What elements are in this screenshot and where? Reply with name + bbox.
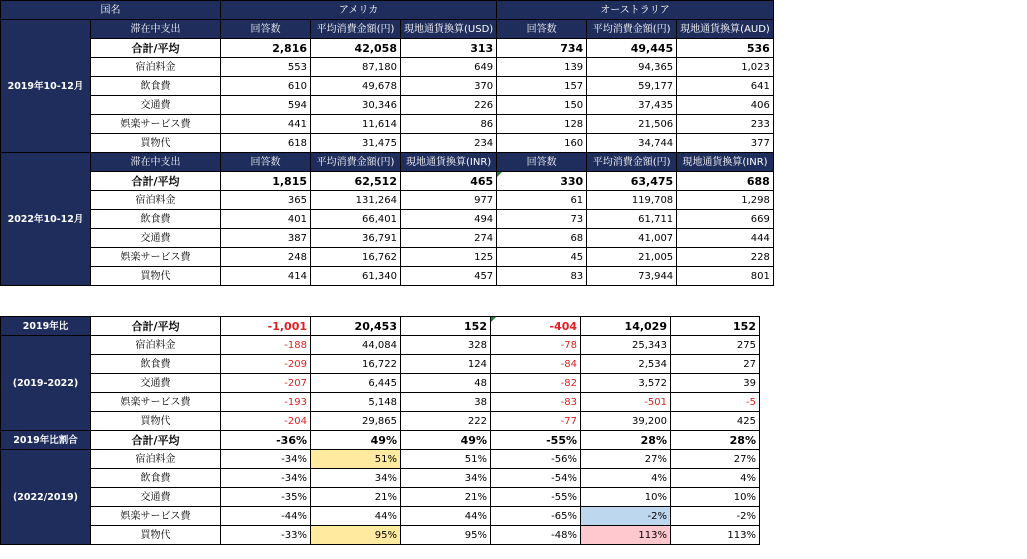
table-cell: 618 bbox=[221, 134, 311, 153]
table-row bbox=[1, 431, 760, 450]
table-cell: -65% bbox=[491, 507, 581, 526]
table-cell: 406 bbox=[677, 96, 774, 115]
table-cell: 10% bbox=[671, 488, 760, 507]
table-cell: 21% bbox=[311, 488, 401, 507]
table-cell: 125 bbox=[401, 248, 497, 267]
table-cell: 233 bbox=[677, 115, 774, 134]
spending-table-top bbox=[0, 0, 774, 286]
table-cell: 124 bbox=[401, 355, 491, 374]
table-cell: 34% bbox=[311, 469, 401, 488]
table-cell: 21,506 bbox=[587, 115, 677, 134]
table-row bbox=[1, 267, 774, 286]
table-row bbox=[1, 229, 774, 248]
table-cell: 42,058 bbox=[311, 39, 401, 58]
table-cell: 688 bbox=[677, 172, 774, 191]
table-cell: -34% bbox=[221, 469, 311, 488]
table-cell: -34% bbox=[221, 450, 311, 469]
table-cell: 160 bbox=[497, 134, 587, 153]
table-row bbox=[1, 450, 760, 469]
table-cell: 59,177 bbox=[587, 77, 677, 96]
category-label: 娯楽サービス費 bbox=[91, 248, 221, 267]
period-2022: 2022年10-12月 bbox=[1, 153, 91, 286]
table-cell: 27% bbox=[581, 450, 671, 469]
table-cell: 131,264 bbox=[311, 191, 401, 210]
table-cell: 1,023 bbox=[677, 58, 774, 77]
table-cell: 11,614 bbox=[311, 115, 401, 134]
table-cell: 274 bbox=[401, 229, 497, 248]
table-cell: -82 bbox=[491, 374, 581, 393]
table-cell: -36% bbox=[221, 431, 311, 450]
table-cell: 401 bbox=[221, 210, 311, 229]
table-cell: -44% bbox=[221, 507, 311, 526]
table-cell: 377 bbox=[677, 134, 774, 153]
table-row bbox=[1, 115, 774, 134]
table-cell: 641 bbox=[677, 77, 774, 96]
spending-table-comparison bbox=[0, 316, 760, 545]
table-cell: 63,475 bbox=[587, 172, 677, 191]
table-cell: 2,534 bbox=[581, 355, 671, 374]
table-cell: 49,678 bbox=[311, 77, 401, 96]
table-cell: 73 bbox=[497, 210, 587, 229]
table-cell: 649 bbox=[401, 58, 497, 77]
table-cell: 28% bbox=[581, 431, 671, 450]
col-header: 回答数 bbox=[221, 153, 311, 172]
table-cell: 275 bbox=[671, 336, 760, 355]
table-cell: 977 bbox=[401, 191, 497, 210]
category-label: 買物代 bbox=[91, 412, 221, 431]
period-ratio-sub: (2022/2019) bbox=[1, 450, 91, 545]
table-cell: 330 bbox=[497, 172, 587, 191]
category-label: 娯楽サービス費 bbox=[91, 393, 221, 412]
category-label: 飲食費 bbox=[91, 77, 221, 96]
table-cell: 226 bbox=[401, 96, 497, 115]
table-cell: 5,148 bbox=[311, 393, 401, 412]
table-cell: 30,346 bbox=[311, 96, 401, 115]
table-cell: -33% bbox=[221, 526, 311, 545]
table-cell: 228 bbox=[677, 248, 774, 267]
category-label: 合計/平均 bbox=[91, 431, 221, 450]
col-header: 現地通貨換算(AUD) bbox=[677, 20, 774, 39]
table-cell: 31,475 bbox=[311, 134, 401, 153]
category-label: 買物代 bbox=[91, 134, 221, 153]
row-label: 滞在中支出 bbox=[91, 20, 221, 39]
col-header: 回答数 bbox=[497, 153, 587, 172]
table-cell: 83 bbox=[497, 267, 587, 286]
table-cell: 66,401 bbox=[311, 210, 401, 229]
table-cell: 37,435 bbox=[587, 96, 677, 115]
table-cell: 441 bbox=[221, 115, 311, 134]
table-cell: -77 bbox=[491, 412, 581, 431]
category-label: 合計/平均 bbox=[91, 317, 221, 336]
table-cell: 14,029 bbox=[581, 317, 671, 336]
table-cell: 152 bbox=[671, 317, 760, 336]
category-label: 交通費 bbox=[91, 374, 221, 393]
table-row bbox=[1, 336, 760, 355]
category-label: 飲食費 bbox=[91, 355, 221, 374]
period-2019: 2019年10-12月 bbox=[1, 20, 91, 153]
table-cell: 62,512 bbox=[311, 172, 401, 191]
table-row bbox=[1, 412, 760, 431]
table-cell: 27 bbox=[671, 355, 760, 374]
table-cell: -84 bbox=[491, 355, 581, 374]
table-cell: 16,722 bbox=[311, 355, 401, 374]
table-cell: 6,445 bbox=[311, 374, 401, 393]
category-label: 交通費 bbox=[91, 488, 221, 507]
table-cell: 457 bbox=[401, 267, 497, 286]
table-cell: -209 bbox=[221, 355, 311, 374]
col-header: 現地通貨換算(INR) bbox=[677, 153, 774, 172]
table-cell: 48 bbox=[401, 374, 491, 393]
table-cell: 44% bbox=[311, 507, 401, 526]
period-diff-sub: (2019-2022) bbox=[1, 336, 91, 431]
table-cell: -56% bbox=[491, 450, 581, 469]
table-cell-highlighted: 51% bbox=[311, 450, 401, 469]
table-cell: 20,453 bbox=[311, 317, 401, 336]
table-row bbox=[1, 134, 774, 153]
table-cell: 29,865 bbox=[311, 412, 401, 431]
table-cell: -48% bbox=[491, 526, 581, 545]
table-cell: 2,816 bbox=[221, 39, 311, 58]
table-cell: 94,365 bbox=[587, 58, 677, 77]
col-header: 現地通貨換算(INR) bbox=[401, 153, 497, 172]
table-cell: 248 bbox=[221, 248, 311, 267]
category-label: 宿泊料金 bbox=[91, 336, 221, 355]
table-cell: 801 bbox=[677, 267, 774, 286]
table-cell: 49% bbox=[401, 431, 491, 450]
table-cell: -5 bbox=[671, 393, 760, 412]
table-cell: -54% bbox=[491, 469, 581, 488]
table-cell: 61,711 bbox=[587, 210, 677, 229]
table-cell: 444 bbox=[677, 229, 774, 248]
period-diff-title: 2019年比 bbox=[1, 317, 91, 336]
table-cell: 4% bbox=[671, 469, 760, 488]
table-cell: 222 bbox=[401, 412, 491, 431]
col-header-row-2019 bbox=[1, 20, 774, 39]
table-cell: 49,445 bbox=[587, 39, 677, 58]
table-cell: 328 bbox=[401, 336, 491, 355]
table-cell: 734 bbox=[497, 39, 587, 58]
table-cell: 73,944 bbox=[587, 267, 677, 286]
table-cell: 610 bbox=[221, 77, 311, 96]
category-label: 交通費 bbox=[91, 229, 221, 248]
table-row bbox=[1, 191, 774, 210]
table-cell: -35% bbox=[221, 488, 311, 507]
table-cell: 41,007 bbox=[587, 229, 677, 248]
table-cell: 68 bbox=[497, 229, 587, 248]
table-row bbox=[1, 317, 760, 336]
country-usa: アメリカ bbox=[221, 1, 497, 20]
category-label: 娯楽サービス費 bbox=[91, 507, 221, 526]
table-cell-highlighted: 95% bbox=[311, 526, 401, 545]
table-row bbox=[1, 39, 774, 58]
table-cell: -193 bbox=[221, 393, 311, 412]
table-cell: 61 bbox=[497, 191, 587, 210]
table-cell: 150 bbox=[497, 96, 587, 115]
table-cell: 27% bbox=[671, 450, 760, 469]
table-cell: -404 bbox=[491, 317, 581, 336]
category-label: 宿泊料金 bbox=[91, 450, 221, 469]
table-row bbox=[1, 469, 760, 488]
category-label: 交通費 bbox=[91, 96, 221, 115]
table-cell: 38 bbox=[401, 393, 491, 412]
table-cell: 87,180 bbox=[311, 58, 401, 77]
table-cell: -207 bbox=[221, 374, 311, 393]
table-cell: 128 bbox=[497, 115, 587, 134]
table-cell: -204 bbox=[221, 412, 311, 431]
table-cell: 10% bbox=[581, 488, 671, 507]
table-cell: 313 bbox=[401, 39, 497, 58]
table-cell: 34,744 bbox=[587, 134, 677, 153]
col-header: 回答数 bbox=[497, 20, 587, 39]
table-cell: -501 bbox=[581, 393, 671, 412]
table-cell: 465 bbox=[401, 172, 497, 191]
table-cell: 34% bbox=[401, 469, 491, 488]
table-cell: 553 bbox=[221, 58, 311, 77]
table-cell: -1,001 bbox=[221, 317, 311, 336]
table-cell: 4% bbox=[581, 469, 671, 488]
category-label: 買物代 bbox=[91, 267, 221, 286]
table-cell: -55% bbox=[491, 431, 581, 450]
table-cell: 45 bbox=[497, 248, 587, 267]
category-label: 娯楽サービス費 bbox=[91, 115, 221, 134]
table-cell: 152 bbox=[401, 317, 491, 336]
country-australia: オーストラリア bbox=[497, 1, 774, 20]
table-row bbox=[1, 58, 774, 77]
table-cell: 1,815 bbox=[221, 172, 311, 191]
table-cell: 494 bbox=[401, 210, 497, 229]
country-header-row bbox=[1, 1, 774, 20]
table-row bbox=[1, 355, 760, 374]
table-cell: -188 bbox=[221, 336, 311, 355]
category-label: 合計/平均 bbox=[91, 39, 221, 58]
table-cell: 25,343 bbox=[581, 336, 671, 355]
category-label: 宿泊料金 bbox=[91, 191, 221, 210]
col-header: 平均消費金額(円) bbox=[311, 153, 401, 172]
table-cell: 119,708 bbox=[587, 191, 677, 210]
table-cell: 86 bbox=[401, 115, 497, 134]
table-cell: 16,762 bbox=[311, 248, 401, 267]
table-cell: 594 bbox=[221, 96, 311, 115]
table-cell: 365 bbox=[221, 191, 311, 210]
table-cell: 51% bbox=[401, 450, 491, 469]
category-label: 合計/平均 bbox=[91, 172, 221, 191]
table-row bbox=[1, 393, 760, 412]
table-cell: 21,005 bbox=[587, 248, 677, 267]
table-cell: 28% bbox=[671, 431, 760, 450]
table-row bbox=[1, 96, 774, 115]
table-cell: 49% bbox=[311, 431, 401, 450]
table-cell: 44,084 bbox=[311, 336, 401, 355]
table-cell: -83 bbox=[491, 393, 581, 412]
col-header-row-2022 bbox=[1, 153, 774, 172]
period-ratio-title: 2019年比割合 bbox=[1, 431, 91, 450]
table-cell: 139 bbox=[497, 58, 587, 77]
category-label: 飲食費 bbox=[91, 469, 221, 488]
col-header: 現地通貨換算(USD) bbox=[401, 20, 497, 39]
table-cell: -78 bbox=[491, 336, 581, 355]
table-cell: 61,340 bbox=[311, 267, 401, 286]
table-row bbox=[1, 526, 760, 545]
table-cell: 39 bbox=[671, 374, 760, 393]
row-label: 滞在中支出 bbox=[91, 153, 221, 172]
table-cell: 95% bbox=[401, 526, 491, 545]
table-cell: 3,572 bbox=[581, 374, 671, 393]
table-cell: 157 bbox=[497, 77, 587, 96]
table-cell: 113% bbox=[671, 526, 760, 545]
table-row bbox=[1, 507, 760, 526]
table-row bbox=[1, 172, 774, 191]
table-row bbox=[1, 210, 774, 229]
table-cell: 425 bbox=[671, 412, 760, 431]
category-label: 飲食費 bbox=[91, 210, 221, 229]
table-cell: 234 bbox=[401, 134, 497, 153]
category-label: 宿泊料金 bbox=[91, 58, 221, 77]
table-cell: -2% bbox=[671, 507, 760, 526]
table-cell: -55% bbox=[491, 488, 581, 507]
table-cell: 1,298 bbox=[677, 191, 774, 210]
table-cell: 370 bbox=[401, 77, 497, 96]
table-cell: 21% bbox=[401, 488, 491, 507]
table-cell: 414 bbox=[221, 267, 311, 286]
table-cell: 39,200 bbox=[581, 412, 671, 431]
table-cell: 44% bbox=[401, 507, 491, 526]
table-cell: 387 bbox=[221, 229, 311, 248]
col-header: 平均消費金額(円) bbox=[587, 153, 677, 172]
col-header: 回答数 bbox=[221, 20, 311, 39]
table-cell-highlighted: -2% bbox=[581, 507, 671, 526]
table-cell-highlighted: 113% bbox=[581, 526, 671, 545]
table-row bbox=[1, 248, 774, 267]
table-cell: 36,791 bbox=[311, 229, 401, 248]
table-row bbox=[1, 488, 760, 507]
country-label: 国名 bbox=[1, 1, 221, 20]
col-header: 平均消費金額(円) bbox=[587, 20, 677, 39]
table-row bbox=[1, 374, 760, 393]
category-label: 買物代 bbox=[91, 526, 221, 545]
table-cell: 536 bbox=[677, 39, 774, 58]
table-row bbox=[1, 77, 774, 96]
table-cell: 669 bbox=[677, 210, 774, 229]
col-header: 平均消費金額(円) bbox=[311, 20, 401, 39]
